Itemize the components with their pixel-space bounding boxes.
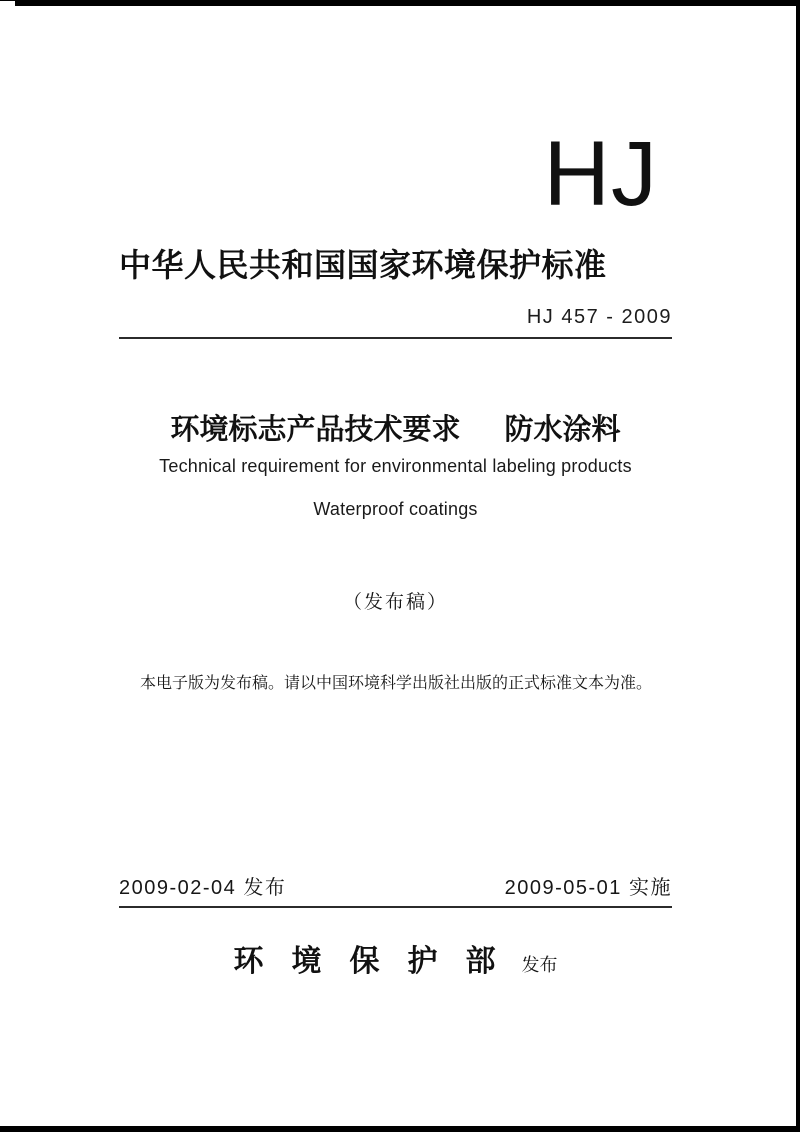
document-title-cn-left: 环境标志产品技术要求 [170, 414, 461, 446]
footer-rule [119, 906, 672, 908]
document-title [119, 407, 672, 448]
edition-note: 本电子版为发布稿。请以中国环境科学出版社出版的正式标准文本为准。 [139, 675, 652, 692]
scan-edge-bottom [0, 1126, 800, 1132]
scan-edge-right [796, 0, 800, 1132]
issuing-suffix: 发布 [521, 955, 558, 975]
subtitle-en-line2: Waterproof coatings [313, 499, 478, 519]
subtitle-en-line1: Technical requirement for environmental labeling products [159, 456, 632, 476]
hj-logo: HJ [543, 123, 658, 225]
scan-corner-notch [0, 1, 15, 10]
issue-date: 2009-02-04 发布 [119, 877, 287, 899]
header-rule [119, 337, 672, 339]
org-heading: 中华人民共和国国家环境保护标准 [119, 247, 607, 283]
draft-label: （发布稿） [342, 592, 448, 613]
standard-number: HJ 457 - 2009 [526, 306, 672, 328]
document-title-cn-right: 防水涂料 [504, 414, 621, 446]
implementation-date: 2009-05-01 实施 [504, 877, 672, 899]
dates-row [119, 871, 672, 900]
scan-edge-top [0, 0, 800, 6]
issuing-authority: 环境保护部 [233, 945, 524, 978]
ministry-row [119, 936, 672, 980]
